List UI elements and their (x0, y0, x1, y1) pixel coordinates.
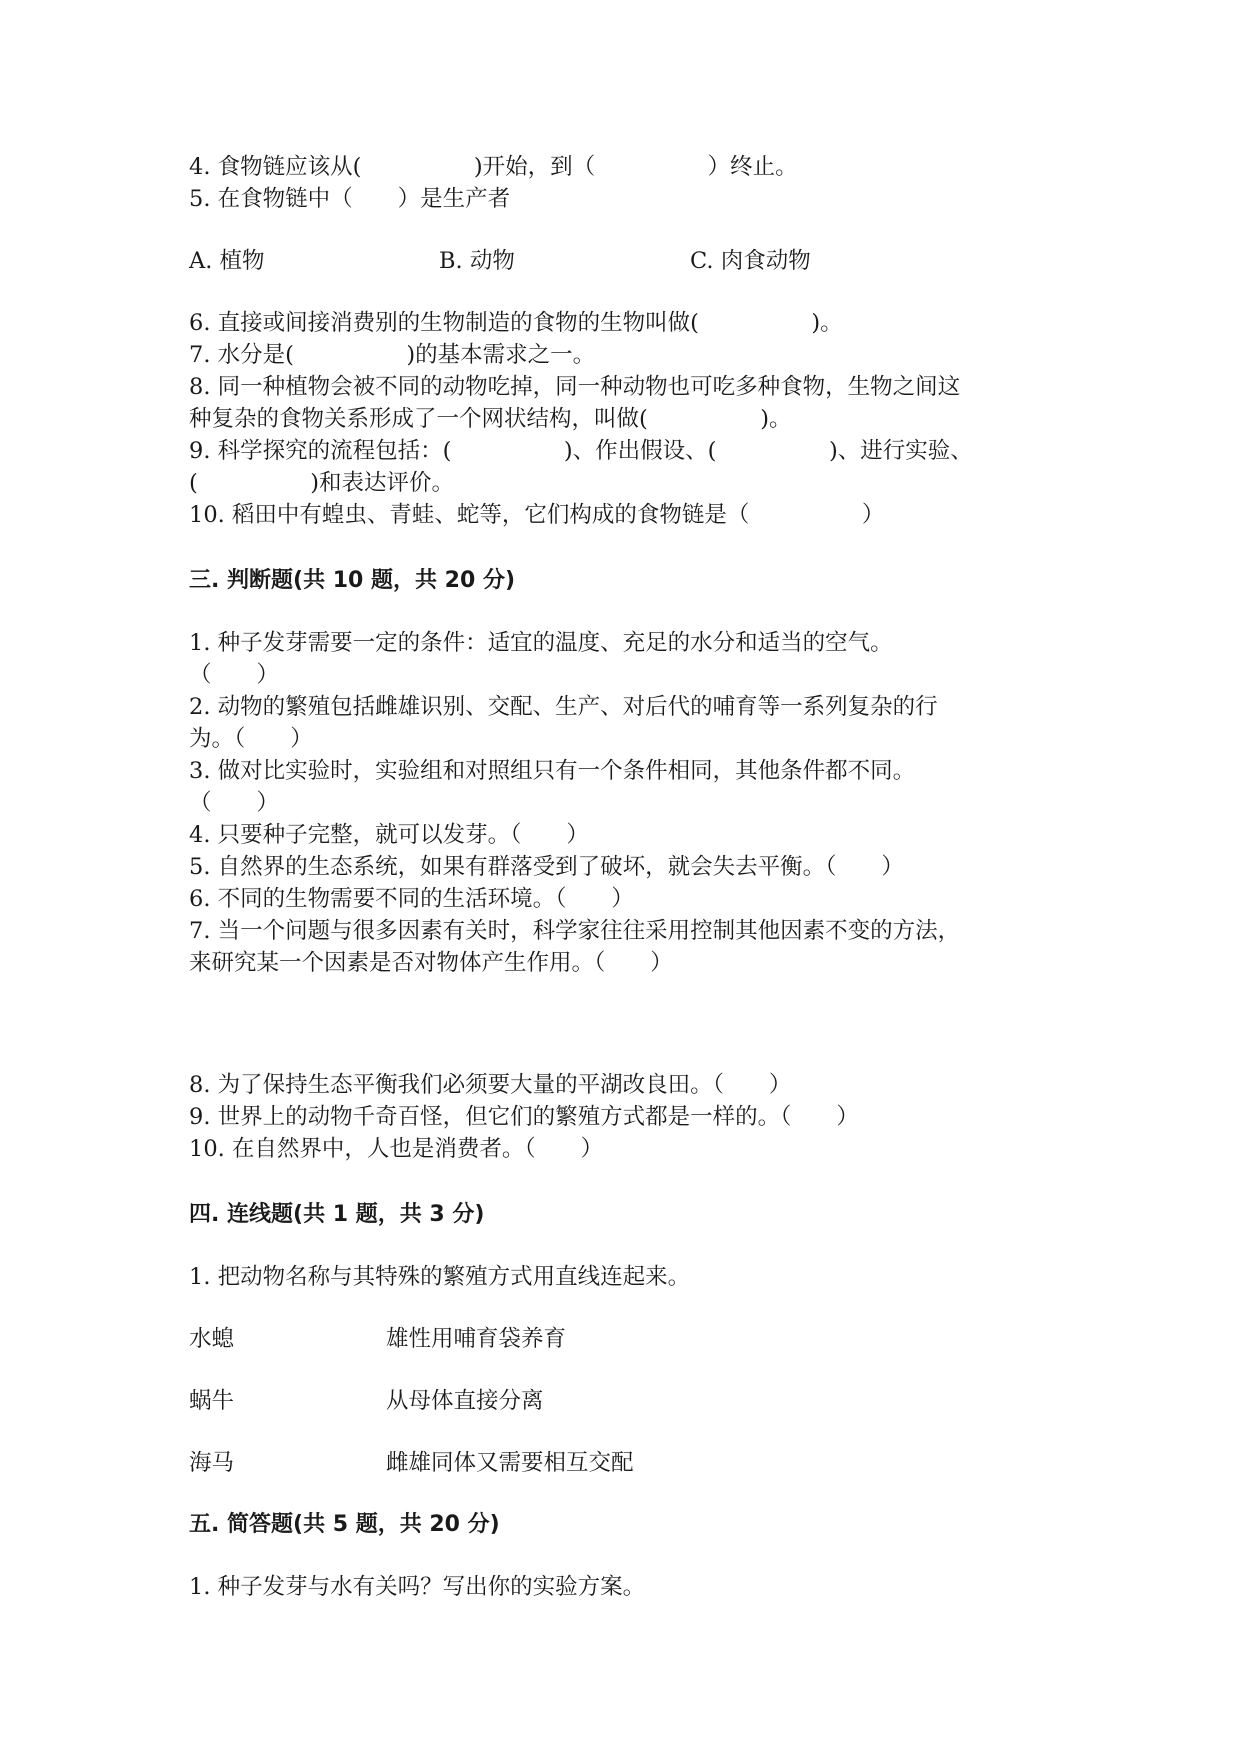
judge-q3-line2: （ ） (189, 790, 280, 816)
judge-q2-line1: 2. 动物的繁殖包括雌雄识别、交配、生产、对后代的哺育等一系列复杂的行 (189, 694, 938, 720)
judge-q2-line2: 为。（ ） (189, 726, 313, 752)
matching-method-1: 雄性用哺育袋养育 (386, 1326, 567, 1352)
judge-q1-line1: 1. 种子发芽需要一定的条件：适宜的温度、充足的水分和适当的空气。 (189, 630, 893, 656)
matching-animal-3: 海马 (189, 1450, 235, 1476)
fill-q8-line1: 8. 同一种植物会被不同的动物吃掉，同一种动物也可吃多种食物，生物之间这 (189, 374, 961, 400)
judge-q3-line1: 3. 做对比实验时，实验组和对照组只有一个条件相同，其他条件都不同。 (189, 758, 916, 784)
judge-q7-line1: 7. 当一个问题与很多因素有关时，科学家往往采用控制其他因素不变的方法， (189, 918, 961, 944)
judge-q9: 9. 世界上的动物千奇百怪，但它们的繁殖方式都是一样的。（ ） (189, 1104, 859, 1130)
fill-q9-line1: 9. 科学探究的流程包括：( )、作出假设、( )、进行实验、 (189, 438, 973, 464)
fill-q8-line2: 种复杂的食物关系形成了一个网状结构，叫做( )。 (189, 406, 792, 432)
section-title-judgement: 三. 判断题(共 10 题，共 20 分) (189, 568, 515, 593)
judge-q8: 8. 为了保持生态平衡我们必须要大量的平湖改良田。（ ） (189, 1072, 792, 1098)
fill-q5-option-a: A. 植物 (189, 248, 265, 274)
fill-q5: 5. 在食物链中（ ）是生产者 (189, 186, 511, 212)
judge-q6: 6. 不同的生物需要不同的生活环境。（ ） (189, 886, 634, 912)
short-answer-q1: 1. 种子发芽与水有关吗？写出你的实验方案。 (189, 1574, 646, 1600)
fill-q4: 4. 食物链应该从( )开始，到（ ）终止。 (189, 154, 798, 180)
matching-animal-2: 蜗牛 (189, 1388, 235, 1414)
fill-q7: 7. 水分是( )的基本需求之一。 (189, 342, 596, 368)
fill-q5-option-b: B. 动物 (439, 248, 515, 274)
fill-q10: 10. 稻田中有蝗虫、青蛙、蛇等，它们构成的食物链是（ ） (189, 502, 885, 528)
section-title-matching: 四. 连线题(共 1 题，共 3 分) (189, 1202, 485, 1227)
matching-method-3: 雌雄同体又需要相互交配 (386, 1450, 634, 1476)
judge-q1-line2: （ ） (189, 662, 280, 688)
matching-method-2: 从母体直接分离 (386, 1388, 544, 1414)
judge-q5: 5. 自然界的生态系统，如果有群落受到了破坏，就会失去平衡。（ ） (189, 854, 904, 880)
matching-animal-1: 水螅 (189, 1326, 235, 1352)
section-title-short-answer: 五. 简答题(共 5 题，共 20 分) (189, 1512, 500, 1537)
matching-q1: 1. 把动物名称与其特殊的繁殖方式用直线连起来。 (189, 1264, 691, 1290)
judge-q7-line2: 来研究某一个因素是否对物体产生作用。（ ） (189, 950, 673, 976)
fill-q9-line2: ( )和表达评价。 (189, 470, 455, 496)
judge-q10: 10. 在自然界中，人也是消费者。（ ） (189, 1136, 604, 1162)
fill-q6: 6. 直接或间接消费别的生物制造的食物的生物叫做( )。 (189, 310, 843, 336)
judge-q4: 4. 只要种子完整，就可以发芽。（ ） (189, 822, 589, 848)
fill-q5-option-c: C. 肉食动物 (690, 248, 811, 274)
